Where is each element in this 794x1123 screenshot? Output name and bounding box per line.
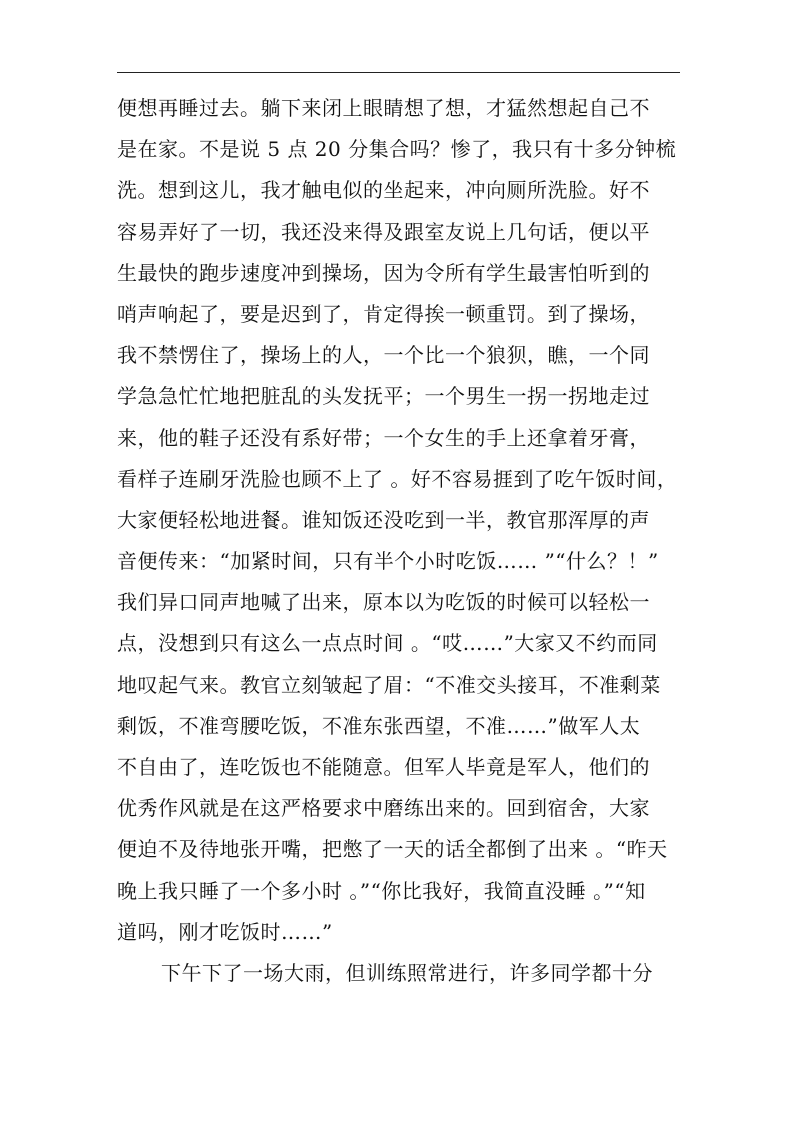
text-line: 我不禁愣住了，操场上的人，一个比一个狼狈，瞧，一个同 [117, 343, 650, 368]
text-line: 音便传来：“加紧时间，只有半个小时吃饭…… ”“什么？！” [117, 549, 659, 574]
text-line: 便想再睡过去。躺下来闭上眼睛想了想，才猛然想起自己不 [117, 96, 650, 120]
text-line: 我们异口同声地喊了出来，原本以为吃饭的时候可以轻松一 [117, 590, 650, 615]
text-line: 是在家。不是说 5 点 20 分集合吗？惨了，我只有十多分钟梳 [117, 137, 677, 162]
text-line: 便迫不及待地张开嘴，把憋了一天的话全都倒了出来 。“昨天 [117, 837, 668, 862]
text-line: 生最快的跑步速度冲到操场，因为令所有学生最害怕听到的 [117, 260, 650, 285]
text-line: 看样子连刷牙洗脸也顾不上了 。好不容易捱到了吃午饭时间， [117, 466, 678, 491]
header-rule [117, 72, 680, 73]
text-line: 学急急忙忙地把脏乱的头发抚平；一个男生一拐一拐地走过 [117, 384, 650, 409]
text-line: 哨声响起了，要是迟到了，肯定得挨一顿重罚。到了操场， [117, 301, 650, 326]
document-body [117, 88, 680, 994]
text-line: 大家便轻松地进餐。谁知饭还没吃到一半，教官那浑厚的声 [117, 507, 650, 532]
text-line: 容易弄好了一切，我还没来得及跟室友说上几句话，便以平 [117, 219, 650, 244]
text-line: 道吗，刚才吃饭时……” [117, 919, 333, 944]
text-line: 洗。想到这儿，我才触电似的坐起来，冲向厕所洗脸。好不 [117, 178, 650, 203]
text-line: 来，他的鞋子还没有系好带；一个女生的手上还拿着牙膏， [117, 425, 650, 450]
text-line: 地叹起气来。教官立刻皱起了眉：“不准交头接耳，不准剩菜 [117, 672, 661, 697]
text-line: 剩饭，不准弯腰吃饭，不准东张西望，不准……”做军人太 [117, 713, 641, 738]
paragraph-first-line: 下午下了一场大雨，但训练照常进行，许多同学都十分 [161, 960, 653, 985]
text-line: 不自由了，连吃饭也不能随意。但军人毕竟是军人，他们的 [117, 755, 650, 779]
text-line: 晚上我只睡了一个多小时 。”“你比我好，我简直没睡 。”“知 [117, 878, 646, 903]
text-line: 点，没想到只有这么一点点时间 。“哎……”大家又不约而同 [117, 631, 658, 656]
text-line: 优秀作风就是在这严格要求中磨练出来的。回到宿舍，大家 [117, 796, 650, 821]
